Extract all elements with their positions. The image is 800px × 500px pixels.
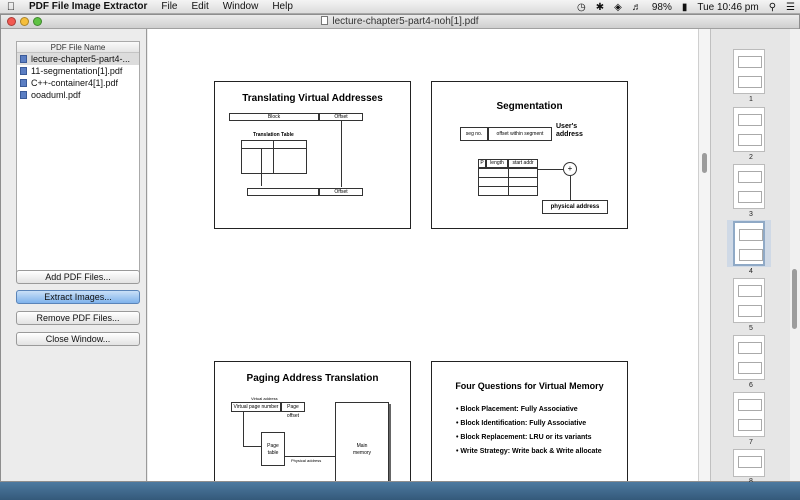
slide-four-questions [431,361,628,481]
pdf-file-icon [20,79,27,87]
list-header[interactable]: PDF File Name [17,42,139,53]
file-row[interactable] [17,89,139,101]
slide-translating-virtual-addresses [214,81,411,229]
mini-slide [738,342,762,354]
page-number: 1 [749,96,753,103]
file-name: ooaduml.pdf [31,90,81,100]
block-field: Block [229,113,319,121]
bullet-item: • Block Replacement: LRU or its variants [456,434,602,441]
slide-segmentation [431,81,628,229]
battery-percent[interactable]: 98% [651,1,672,13]
file-name: C++-container4[1].pdf [31,78,119,88]
mini-slide [738,305,762,317]
clock[interactable]: Tue 10:46 pm [697,1,759,13]
wifi-icon[interactable]: ◈ [614,1,622,13]
users-address-label [556,123,583,139]
page-thumbnail[interactable] [733,49,765,94]
arrow-line [243,446,261,447]
table-line [241,148,307,149]
translation-table-label: Translation Table [253,132,294,138]
menu-bar [0,0,800,14]
mini-slide [739,249,763,261]
spotlight-icon[interactable]: ⚲ [768,1,777,13]
page-offset-field: Page offset [281,402,305,412]
arrow-line [243,412,244,446]
slide-title: Paging Address Translation [246,373,379,384]
users-address-line: User's [556,123,578,130]
bullet-item: • Write Strategy: Write back & Write allocate [456,448,602,455]
p-column: P [478,159,486,168]
page-number: 3 [749,211,753,218]
scrollbar-thumb[interactable] [792,269,797,329]
virtual-page-number-field: Virtual page number [231,402,281,412]
mini-slide [738,362,762,374]
page-thumbnail[interactable] [733,449,765,477]
block-arrow [261,148,262,186]
page-number: 2 [749,154,753,161]
file-name: 11-segmentation[1].pdf [31,66,123,76]
notification-center-icon[interactable]: ☰ [786,1,795,13]
mini-slide [738,191,762,203]
title-bar[interactable] [1,15,799,29]
bullet-item: • Block Identification: Fully Associative [456,420,602,427]
mini-slide [738,134,762,146]
app-window [0,14,800,482]
thumbnail-pane[interactable] [710,29,790,481]
add-pdf-files-button[interactable]: Add PDF Files... [16,270,140,284]
mini-slide [738,56,762,68]
table-line [508,168,509,196]
apple-menu-icon[interactable] [0,1,22,13]
pdf-file-icon [20,91,27,99]
table-line [273,140,274,174]
battery-icon[interactable]: ▮ [681,1,688,13]
pdf-file-icon [20,67,27,75]
file-row[interactable] [17,65,139,77]
scrollbar-thumb[interactable] [702,153,707,173]
time-machine-icon[interactable]: ◷ [577,1,586,13]
frame-field [247,188,319,196]
virtual-address-label: Virtual address [251,396,278,401]
menu-help[interactable]: Help [272,1,293,12]
page-thumbnail[interactable] [733,107,765,152]
file-row[interactable] [17,53,139,65]
close-window-button[interactable]: Close Window... [16,332,140,346]
mini-slide [738,456,762,468]
page-thumbnail[interactable] [733,392,765,437]
remove-pdf-files-button[interactable]: Remove PDF Files... [16,311,140,325]
bluetooth-icon[interactable]: ✱ [595,1,605,13]
page-thumbnail[interactable] [733,278,765,323]
page-number: 7 [749,439,753,446]
offset-field-out: Offset [319,188,363,196]
viewer-scrollbar[interactable] [698,29,710,481]
arrow-line [285,456,335,457]
pdf-file-icon [20,55,27,63]
length-column: length [486,159,508,168]
page-table-box [261,432,285,466]
translation-table [241,140,307,174]
menu-app-name[interactable]: PDF File Image Extractor [29,1,148,12]
mini-slide [739,229,763,241]
volume-icon[interactable]: ♬ [631,1,642,13]
desktop-background [0,482,800,500]
page-table-label: Page [267,443,279,449]
start-addr-column: start addr [508,159,538,168]
mini-slide [738,76,762,88]
document-icon [321,16,328,25]
slide-title: Translating Virtual Addresses [242,93,383,104]
mini-slide [738,285,762,297]
mini-slide [738,419,762,431]
page-number: 4 [749,268,753,275]
page-number: 5 [749,325,753,332]
pdf-viewer[interactable] [148,29,698,481]
main-memory-label: memory [352,450,372,456]
mini-slide [738,171,762,183]
page-number: 6 [749,382,753,389]
sidebar [1,29,147,481]
pdf-file-list[interactable] [16,41,140,275]
mini-slide [738,399,762,411]
page-table-label: table [267,450,279,456]
menu-window[interactable]: Window [222,1,259,12]
arrow-line [538,169,563,170]
status-area [572,0,800,14]
page-thumbnail[interactable] [733,164,765,209]
thumbnail-scrollbar[interactable] [790,29,800,481]
mini-slide [738,114,762,126]
file-name: lecture-chapter5-part4-... [31,54,131,64]
users-address-line: address [556,131,583,138]
bullet-list [456,406,602,462]
offset-within-segment-field: offset within segment [488,127,552,141]
extract-images-button[interactable]: Extract Images... [16,290,140,304]
window-title [1,16,799,27]
main-memory-box [335,402,389,481]
menu-file[interactable]: File [161,1,178,12]
page-thumbnail[interactable] [733,335,765,380]
arrow-line [570,176,571,200]
seg-no-field: seg no. [460,127,488,141]
file-row[interactable] [17,77,139,89]
adder-circle: + [563,162,577,176]
slide-title: Segmentation [496,101,563,112]
slide-paging-address-translation [214,361,411,481]
physical-address-box: physical address [542,200,608,214]
bullet-item: • Block Placement: Fully Associative [456,406,602,413]
offset-field: Offset [319,113,363,121]
physical-address-label: Physical address [291,458,322,463]
main-memory-label: Main [356,443,368,449]
window-title-text: lecture-chapter5-part4-noh[1].pdf [332,16,479,27]
page-thumbnail-selected[interactable] [733,221,765,266]
menu-edit[interactable]: Edit [191,1,209,12]
offset-arrow [341,121,342,187]
slide-title: Four Questions for Virtual Memory [455,381,604,391]
